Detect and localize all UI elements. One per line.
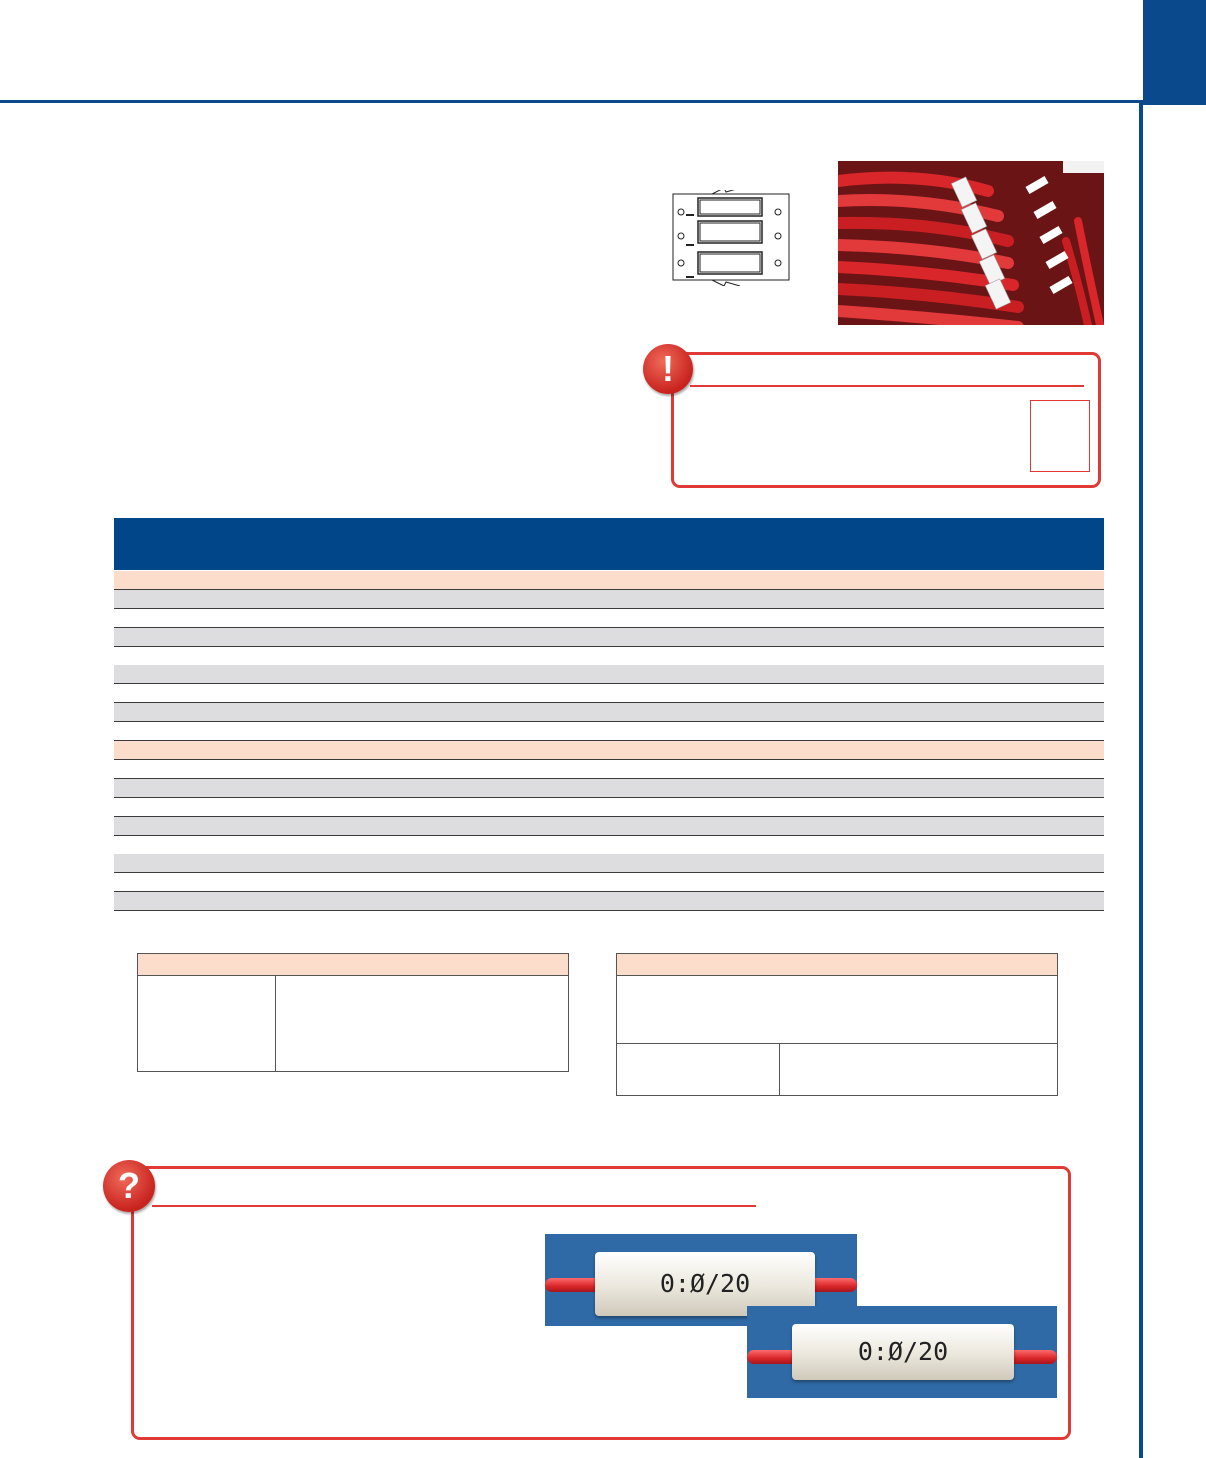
wire-marker-photo bbox=[838, 161, 1104, 325]
table-section-row bbox=[114, 741, 1104, 760]
heat-shrink-sleeve bbox=[792, 1324, 1014, 1380]
spec-table-right-header bbox=[617, 954, 1057, 976]
table-row bbox=[114, 760, 1104, 779]
table-section-row bbox=[114, 571, 1104, 590]
table-row bbox=[114, 665, 1104, 684]
table-row bbox=[114, 703, 1104, 722]
exclamation-glyph: ! bbox=[662, 348, 674, 389]
spec-table-left bbox=[137, 953, 569, 1072]
spec-table-right bbox=[616, 953, 1058, 1096]
table-row bbox=[114, 628, 1104, 647]
sleeve-legend: 0:Ø/20 bbox=[659, 1269, 751, 1298]
table-row bbox=[114, 684, 1104, 703]
section-tab bbox=[1143, 0, 1206, 105]
header-rule bbox=[0, 100, 1142, 103]
table-row bbox=[114, 609, 1104, 628]
question-icon bbox=[103, 1160, 155, 1212]
product-table-header bbox=[114, 518, 1104, 570]
exclamation-icon bbox=[643, 344, 693, 394]
table-row bbox=[114, 722, 1104, 741]
spec-table-right-vdivider bbox=[779, 1043, 780, 1095]
table-row bbox=[114, 854, 1104, 873]
table-row bbox=[114, 817, 1104, 836]
sleeve-legend: 0:Ø/20 bbox=[857, 1337, 949, 1366]
spec-table-right-hdivider bbox=[617, 1043, 1057, 1044]
table-row bbox=[114, 779, 1104, 798]
table-row bbox=[114, 892, 1104, 911]
label-diagram bbox=[672, 190, 790, 286]
table-row bbox=[114, 590, 1104, 609]
question-glyph: ? bbox=[118, 1165, 140, 1206]
spec-table-left-header bbox=[138, 954, 568, 976]
alert-callout-inset bbox=[1030, 400, 1090, 472]
table-row bbox=[114, 798, 1104, 817]
alert-callout-rule bbox=[690, 385, 1084, 387]
table-row bbox=[114, 873, 1104, 892]
table-row bbox=[114, 836, 1104, 855]
spec-table-left-divider bbox=[275, 976, 276, 1071]
right-margin-rule bbox=[1139, 100, 1143, 1458]
question-callout-rule bbox=[152, 1205, 756, 1207]
sleeve-photo-2 bbox=[747, 1306, 1057, 1398]
table-row bbox=[114, 647, 1104, 666]
